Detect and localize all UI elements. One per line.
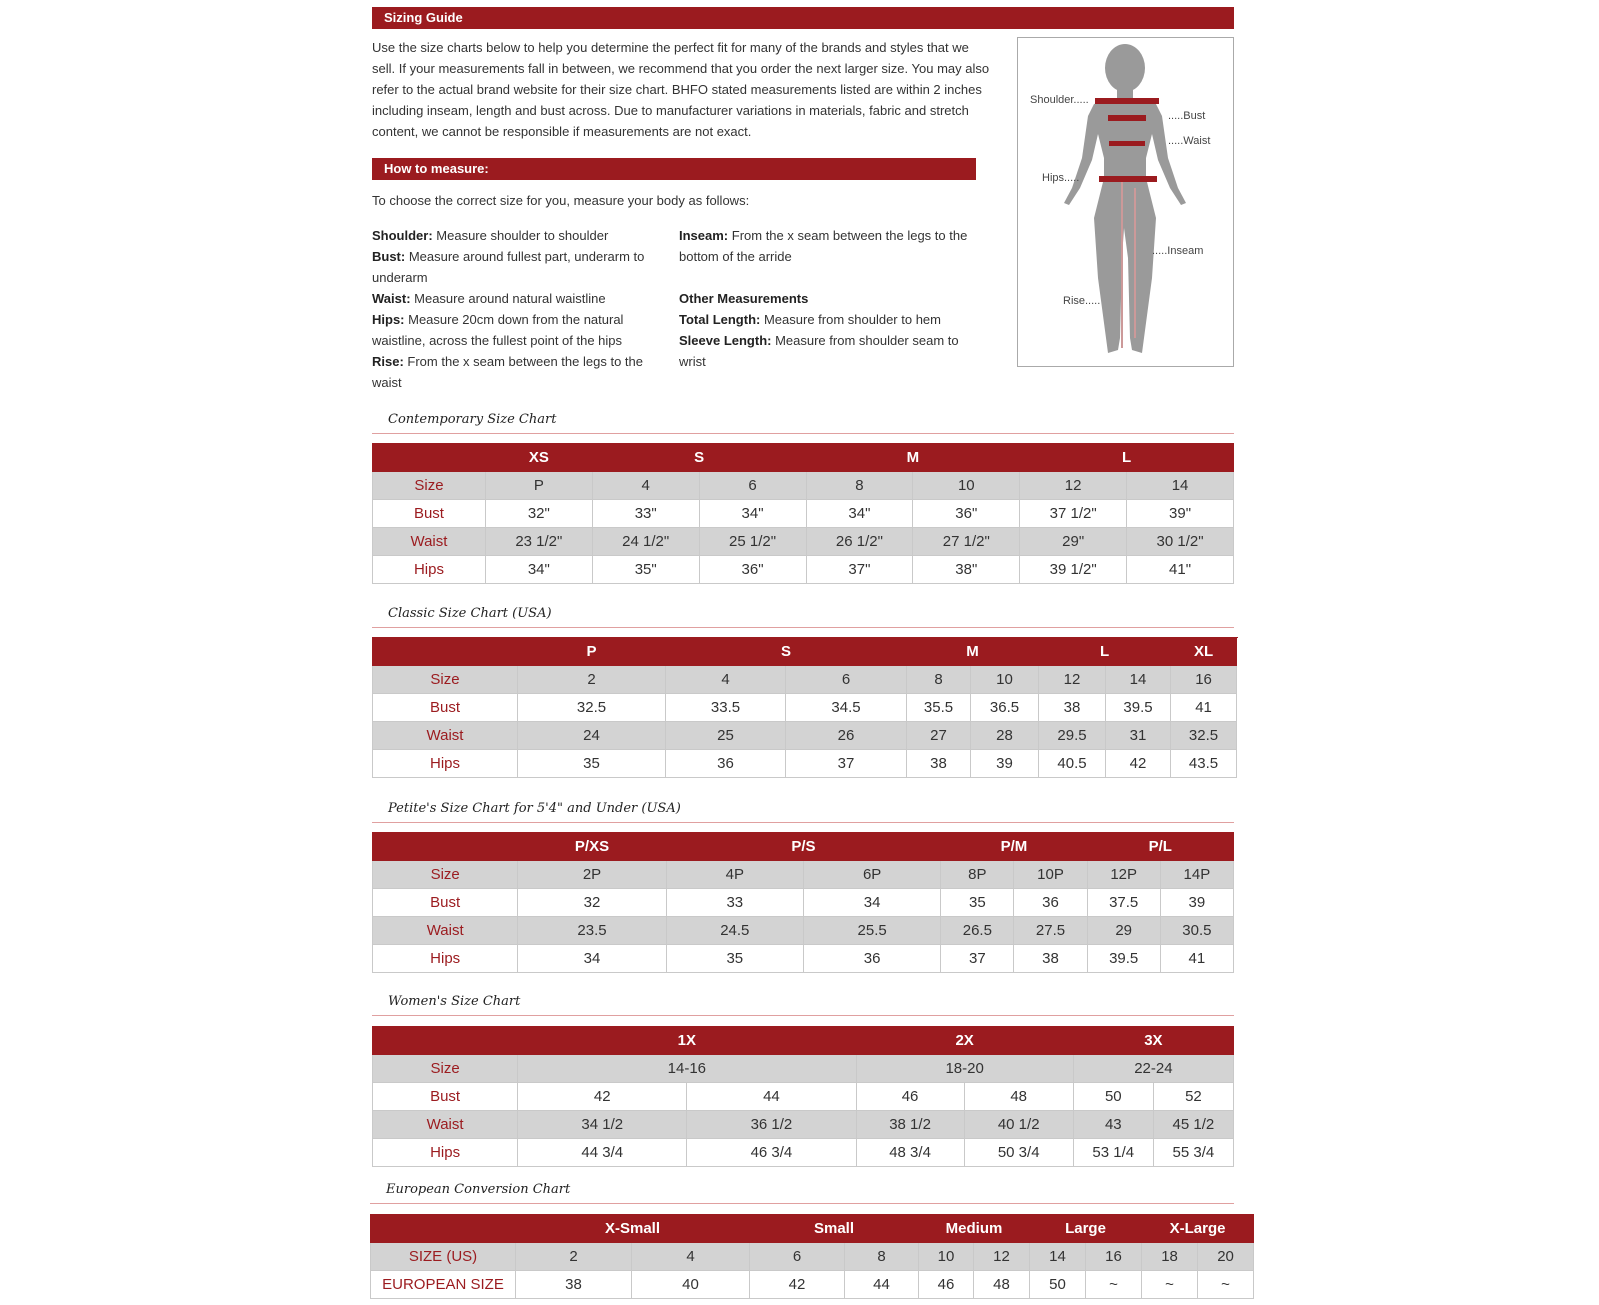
table-cell: 24 [518, 722, 666, 750]
size-group-header: P/M [941, 833, 1087, 861]
table-header-row [371, 1215, 1254, 1243]
size-group-header: P/S [666, 833, 941, 861]
table-cell: 36 [803, 945, 940, 973]
table-cell: 8 [907, 666, 971, 694]
table-cell: 16 [1086, 1243, 1142, 1271]
table-cell: 32.5 [518, 694, 666, 722]
measure-sleeve-length: Sleeve Length: Measure from shoulder seam to wrist [679, 333, 959, 369]
table-cell: 46 [856, 1083, 964, 1111]
table-header-row [373, 638, 1237, 666]
table-cell: ~ [1198, 1271, 1254, 1299]
table-cell: 10 [913, 472, 1020, 500]
table-cell: 12 [974, 1243, 1030, 1271]
table-cell: 46 3/4 [687, 1139, 856, 1167]
table-cell: 18 [1142, 1243, 1198, 1271]
table-cell: 25 [666, 722, 786, 750]
table-cell: 42 [518, 1083, 687, 1111]
table-cell: 2 [516, 1243, 632, 1271]
body-silhouette-icon [1018, 38, 1233, 366]
figure-label-hips: Hips..... [1042, 172, 1080, 184]
table-cell: 39.5 [1106, 694, 1171, 722]
table-cell: 48 3/4 [856, 1139, 964, 1167]
table-cell: 44 3/4 [518, 1139, 687, 1167]
intro-text: Use the size charts below to help you determine the perfect fit for many of the brands and styles that we sell. If your measurements fall in between, we recommend that you order the next larger size. You may also refer to the actual brand website for their size chart. BHFO stated measurements listed are within 2 inches including inseam, length and bust across. Due to manufacturer variations in materials, fabric and stretch content, we cannot be responsible if measurements are not exact. [372, 40, 990, 139]
table-cell: 20 [1198, 1243, 1254, 1271]
row-label: Hips [373, 945, 518, 973]
table-cell: 38 [1039, 694, 1106, 722]
table-cell: 39 [1160, 889, 1233, 917]
row-label: Bust [373, 500, 486, 528]
table-cell: 23 1/2" [485, 528, 592, 556]
table-cell: 4 [592, 472, 699, 500]
table-cell: 4P [666, 861, 803, 889]
table-cell: 34" [806, 500, 913, 528]
table-row [373, 861, 1234, 889]
row-label: Bust [373, 889, 518, 917]
table-cell: 50 [1073, 1083, 1153, 1111]
size-group-header [373, 444, 486, 472]
table-cell: 36 [1014, 889, 1087, 917]
table-cell: 4 [632, 1243, 750, 1271]
table-cell: 18-20 [856, 1055, 1073, 1083]
table-cell: 42 [750, 1271, 845, 1299]
table-cell: 26 [786, 722, 907, 750]
table-cell: 35 [941, 889, 1014, 917]
table-cell: 32 [518, 889, 666, 917]
table-cell: 37.5 [1087, 889, 1160, 917]
womens-divider [372, 1015, 1234, 1016]
table-cell: 41" [1127, 556, 1234, 584]
measure-rise: Rise: From the x seam between the legs to the waist [372, 354, 643, 390]
table-cell: 8 [806, 472, 913, 500]
table-cell: 6 [750, 1243, 845, 1271]
table-cell: 35.5 [907, 694, 971, 722]
size-group-header: 2X [856, 1027, 1073, 1055]
table-cell: 38 [907, 750, 971, 778]
sizing-guide-title: Sizing Guide [384, 10, 463, 25]
how-to-measure-header [372, 158, 976, 180]
table-cell: 24.5 [666, 917, 803, 945]
size-group-header: XS [485, 444, 592, 472]
row-label: Hips [373, 1139, 518, 1167]
table-row [373, 500, 1234, 528]
table-cell: 2 [518, 666, 666, 694]
measure-bust: Bust: Measure around fullest part, underarm to underarm [372, 249, 645, 285]
table-header-row [373, 1027, 1234, 1055]
row-label: Size [373, 861, 518, 889]
size-group-header: Large [1030, 1215, 1142, 1243]
row-label: Bust [373, 1083, 518, 1111]
table-cell: 48 [974, 1271, 1030, 1299]
size-group-header: L [1039, 638, 1171, 666]
size-group-header: P/L [1087, 833, 1233, 861]
table-row [373, 1111, 1234, 1139]
table-cell: 53 1/4 [1073, 1139, 1153, 1167]
measure-list-left [372, 225, 657, 393]
table-cell: 24 1/2" [592, 528, 699, 556]
table-cell: 2P [518, 861, 666, 889]
contemporary-divider [372, 433, 1234, 434]
table-row [373, 472, 1234, 500]
table-row [373, 722, 1237, 750]
table-cell: 14 [1030, 1243, 1086, 1271]
table-header-row [373, 833, 1234, 861]
table-cell: 43 [1073, 1111, 1153, 1139]
table-cell: 38 1/2 [856, 1111, 964, 1139]
table-cell: 46 [919, 1271, 974, 1299]
how-to-measure-intro: To choose the correct size for you, measure your body as follows: [372, 193, 750, 208]
table-cell: 29 [1087, 917, 1160, 945]
table-cell: 6 [699, 472, 806, 500]
table-row [373, 917, 1234, 945]
row-label: Size [373, 472, 486, 500]
table-cell: 37 [941, 945, 1014, 973]
table-cell: 36 [666, 750, 786, 778]
size-group-header: P [518, 638, 666, 666]
size-group-header: S [666, 638, 907, 666]
table-cell: 35" [592, 556, 699, 584]
table-cell: 42 [1106, 750, 1171, 778]
table-cell: 12 [1039, 666, 1106, 694]
table-cell: 12 [1020, 472, 1127, 500]
table-row [373, 528, 1234, 556]
contemporary-chart-title: Contemporary Size Chart [388, 412, 557, 427]
table-row [373, 750, 1237, 778]
table-cell: 37 1/2" [1020, 500, 1127, 528]
table-cell: 41 [1160, 945, 1233, 973]
table-header-row [373, 444, 1234, 472]
table-cell: 14P [1160, 861, 1233, 889]
table-cell: 55 3/4 [1153, 1139, 1233, 1167]
petite-size-table [372, 832, 1234, 973]
table-cell: 37 [786, 750, 907, 778]
table-cell: 34" [485, 556, 592, 584]
figure-label-inseam: .....Inseam [1152, 245, 1204, 257]
table-row [373, 1139, 1234, 1167]
size-group-header: X-Large [1142, 1215, 1254, 1243]
table-row [373, 945, 1234, 973]
table-cell: 14 [1106, 666, 1171, 694]
figure-label-rise: Rise..... [1063, 295, 1101, 307]
row-label: Waist [373, 722, 518, 750]
table-cell: 39 [971, 750, 1039, 778]
measure-waist: Waist: Measure around natural waistline [372, 291, 606, 306]
measure-list-right [679, 225, 979, 372]
table-cell: 29" [1020, 528, 1127, 556]
table-row [371, 1243, 1254, 1271]
table-cell: 34 [518, 945, 666, 973]
size-group-header: X-Small [516, 1215, 750, 1243]
size-group-header: Medium [919, 1215, 1030, 1243]
table-cell: 33" [592, 500, 699, 528]
table-cell: 27 [907, 722, 971, 750]
row-label: Size [373, 1055, 518, 1083]
row-label: Waist [373, 528, 486, 556]
table-cell: 25 1/2" [699, 528, 806, 556]
table-cell: 36" [699, 556, 806, 584]
european-divider [370, 1203, 1234, 1204]
table-cell: 39.5 [1087, 945, 1160, 973]
table-cell: 29.5 [1039, 722, 1106, 750]
table-cell: 34.5 [786, 694, 907, 722]
table-cell: 44 [687, 1083, 856, 1111]
table-cell: 34" [699, 500, 806, 528]
row-label: Waist [373, 917, 518, 945]
table-cell: 8P [941, 861, 1014, 889]
classic-size-table [372, 637, 1237, 778]
size-group-header: M [806, 444, 1020, 472]
table-cell: 36 1/2 [687, 1111, 856, 1139]
table-cell: 41 [1171, 694, 1237, 722]
table-cell: 16 [1171, 666, 1237, 694]
table-cell: 50 [1030, 1271, 1086, 1299]
row-label: EUROPEAN SIZE [371, 1271, 516, 1299]
table-cell: 38" [913, 556, 1020, 584]
table-cell: 39" [1127, 500, 1234, 528]
table-row [373, 1055, 1234, 1083]
table-row [371, 1271, 1254, 1299]
table-cell: 34 [803, 889, 940, 917]
table-cell: 6 [786, 666, 907, 694]
row-label: Hips [373, 750, 518, 778]
table-cell: 4 [666, 666, 786, 694]
table-cell: 14 [1127, 472, 1234, 500]
body-figure-box [1017, 37, 1234, 367]
table-cell: 40 1/2 [964, 1111, 1073, 1139]
classic-divider [372, 627, 1234, 628]
table-cell: 52 [1153, 1083, 1233, 1111]
table-cell: 40 [632, 1271, 750, 1299]
table-cell: 12P [1087, 861, 1160, 889]
table-cell: 26.5 [941, 917, 1014, 945]
classic-chart-title: Classic Size Chart (USA) [388, 606, 552, 621]
table-cell: 32" [485, 500, 592, 528]
table-cell: 31 [1106, 722, 1171, 750]
table-cell: 10P [1014, 861, 1087, 889]
figure-label-shoulder: Shoulder..... [1030, 94, 1089, 106]
row-label: Size [373, 666, 518, 694]
european-chart-title: European Conversion Chart [386, 1182, 571, 1197]
table-cell: 8 [845, 1243, 919, 1271]
table-row [373, 666, 1237, 694]
size-group-header: Small [750, 1215, 919, 1243]
table-cell: 35 [518, 750, 666, 778]
table-cell: ~ [1142, 1271, 1198, 1299]
table-cell: 27 1/2" [913, 528, 1020, 556]
size-group-header [373, 638, 518, 666]
figure-label-bust: .....Bust [1168, 110, 1206, 122]
table-row [373, 889, 1234, 917]
sizing-guide-header [372, 7, 1234, 29]
size-group-header: L [1020, 444, 1234, 472]
table-cell: 6P [803, 861, 940, 889]
size-group-header: XL [1171, 638, 1237, 666]
table-cell: 33 [666, 889, 803, 917]
table-cell: 26 1/2" [806, 528, 913, 556]
row-label: Hips [373, 556, 486, 584]
table-cell: 30 1/2" [1127, 528, 1234, 556]
table-cell: 33.5 [666, 694, 786, 722]
table-cell: 40.5 [1039, 750, 1106, 778]
size-group-header [371, 1215, 516, 1243]
table-cell: 27.5 [1014, 917, 1087, 945]
measure-hips: Hips: Measure 20cm down from the natural waistline, across the fullest point of the hips [372, 312, 624, 348]
table-cell: 22-24 [1073, 1055, 1233, 1083]
contemporary-size-table [372, 443, 1234, 584]
table-row [373, 694, 1237, 722]
petite-chart-title: Petite's Size Chart for 5'4" and Under (USA) [388, 801, 681, 816]
measure-inseam: Inseam: From the x seam between the legs to the bottom of the arride [679, 228, 968, 264]
how-to-measure-title: How to measure: [384, 161, 489, 176]
table-cell: 36.5 [971, 694, 1039, 722]
table-cell: 10 [971, 666, 1039, 694]
size-group-header [373, 833, 518, 861]
table-cell: 38 [1014, 945, 1087, 973]
measure-total-length: Total Length: Measure from shoulder to hem [679, 312, 941, 327]
table-cell: 44 [845, 1271, 919, 1299]
size-group-header: M [907, 638, 1039, 666]
table-cell: 45 1/2 [1153, 1111, 1233, 1139]
womens-chart-title: Women's Size Chart [388, 994, 521, 1009]
table-cell: 10 [919, 1243, 974, 1271]
row-label: SIZE (US) [371, 1243, 516, 1271]
table-cell: 25.5 [803, 917, 940, 945]
table-cell: 36" [913, 500, 1020, 528]
womens-size-table [372, 1026, 1234, 1167]
table-cell: 30.5 [1160, 917, 1233, 945]
other-measurements-title: Other Measurements [679, 291, 809, 306]
table-row [373, 1083, 1234, 1111]
table-cell: 23.5 [518, 917, 666, 945]
table-cell: 34 1/2 [518, 1111, 687, 1139]
table-cell: 50 3/4 [964, 1139, 1073, 1167]
size-group-header: S [592, 444, 806, 472]
size-group-header: P/XS [518, 833, 666, 861]
size-group-header [373, 1027, 518, 1055]
size-group-header: 3X [1073, 1027, 1233, 1055]
size-group-header: 1X [518, 1027, 856, 1055]
measure-shoulder: Shoulder: Measure shoulder to shoulder [372, 228, 609, 243]
table-row [373, 556, 1234, 584]
table-cell: 37" [806, 556, 913, 584]
table-cell: 28 [971, 722, 1039, 750]
petite-divider [372, 822, 1234, 823]
table-cell: 43.5 [1171, 750, 1237, 778]
table-cell: 39 1/2" [1020, 556, 1127, 584]
table-cell: ~ [1086, 1271, 1142, 1299]
table-cell: 14-16 [518, 1055, 856, 1083]
table-cell: P [485, 472, 592, 500]
row-label: Bust [373, 694, 518, 722]
european-conversion-table [370, 1214, 1254, 1299]
table-cell: 38 [516, 1271, 632, 1299]
table-cell: 35 [666, 945, 803, 973]
table-cell: 48 [964, 1083, 1073, 1111]
row-label: Waist [373, 1111, 518, 1139]
figure-label-waist: .....Waist [1168, 135, 1211, 147]
table-cell: 32.5 [1171, 722, 1237, 750]
